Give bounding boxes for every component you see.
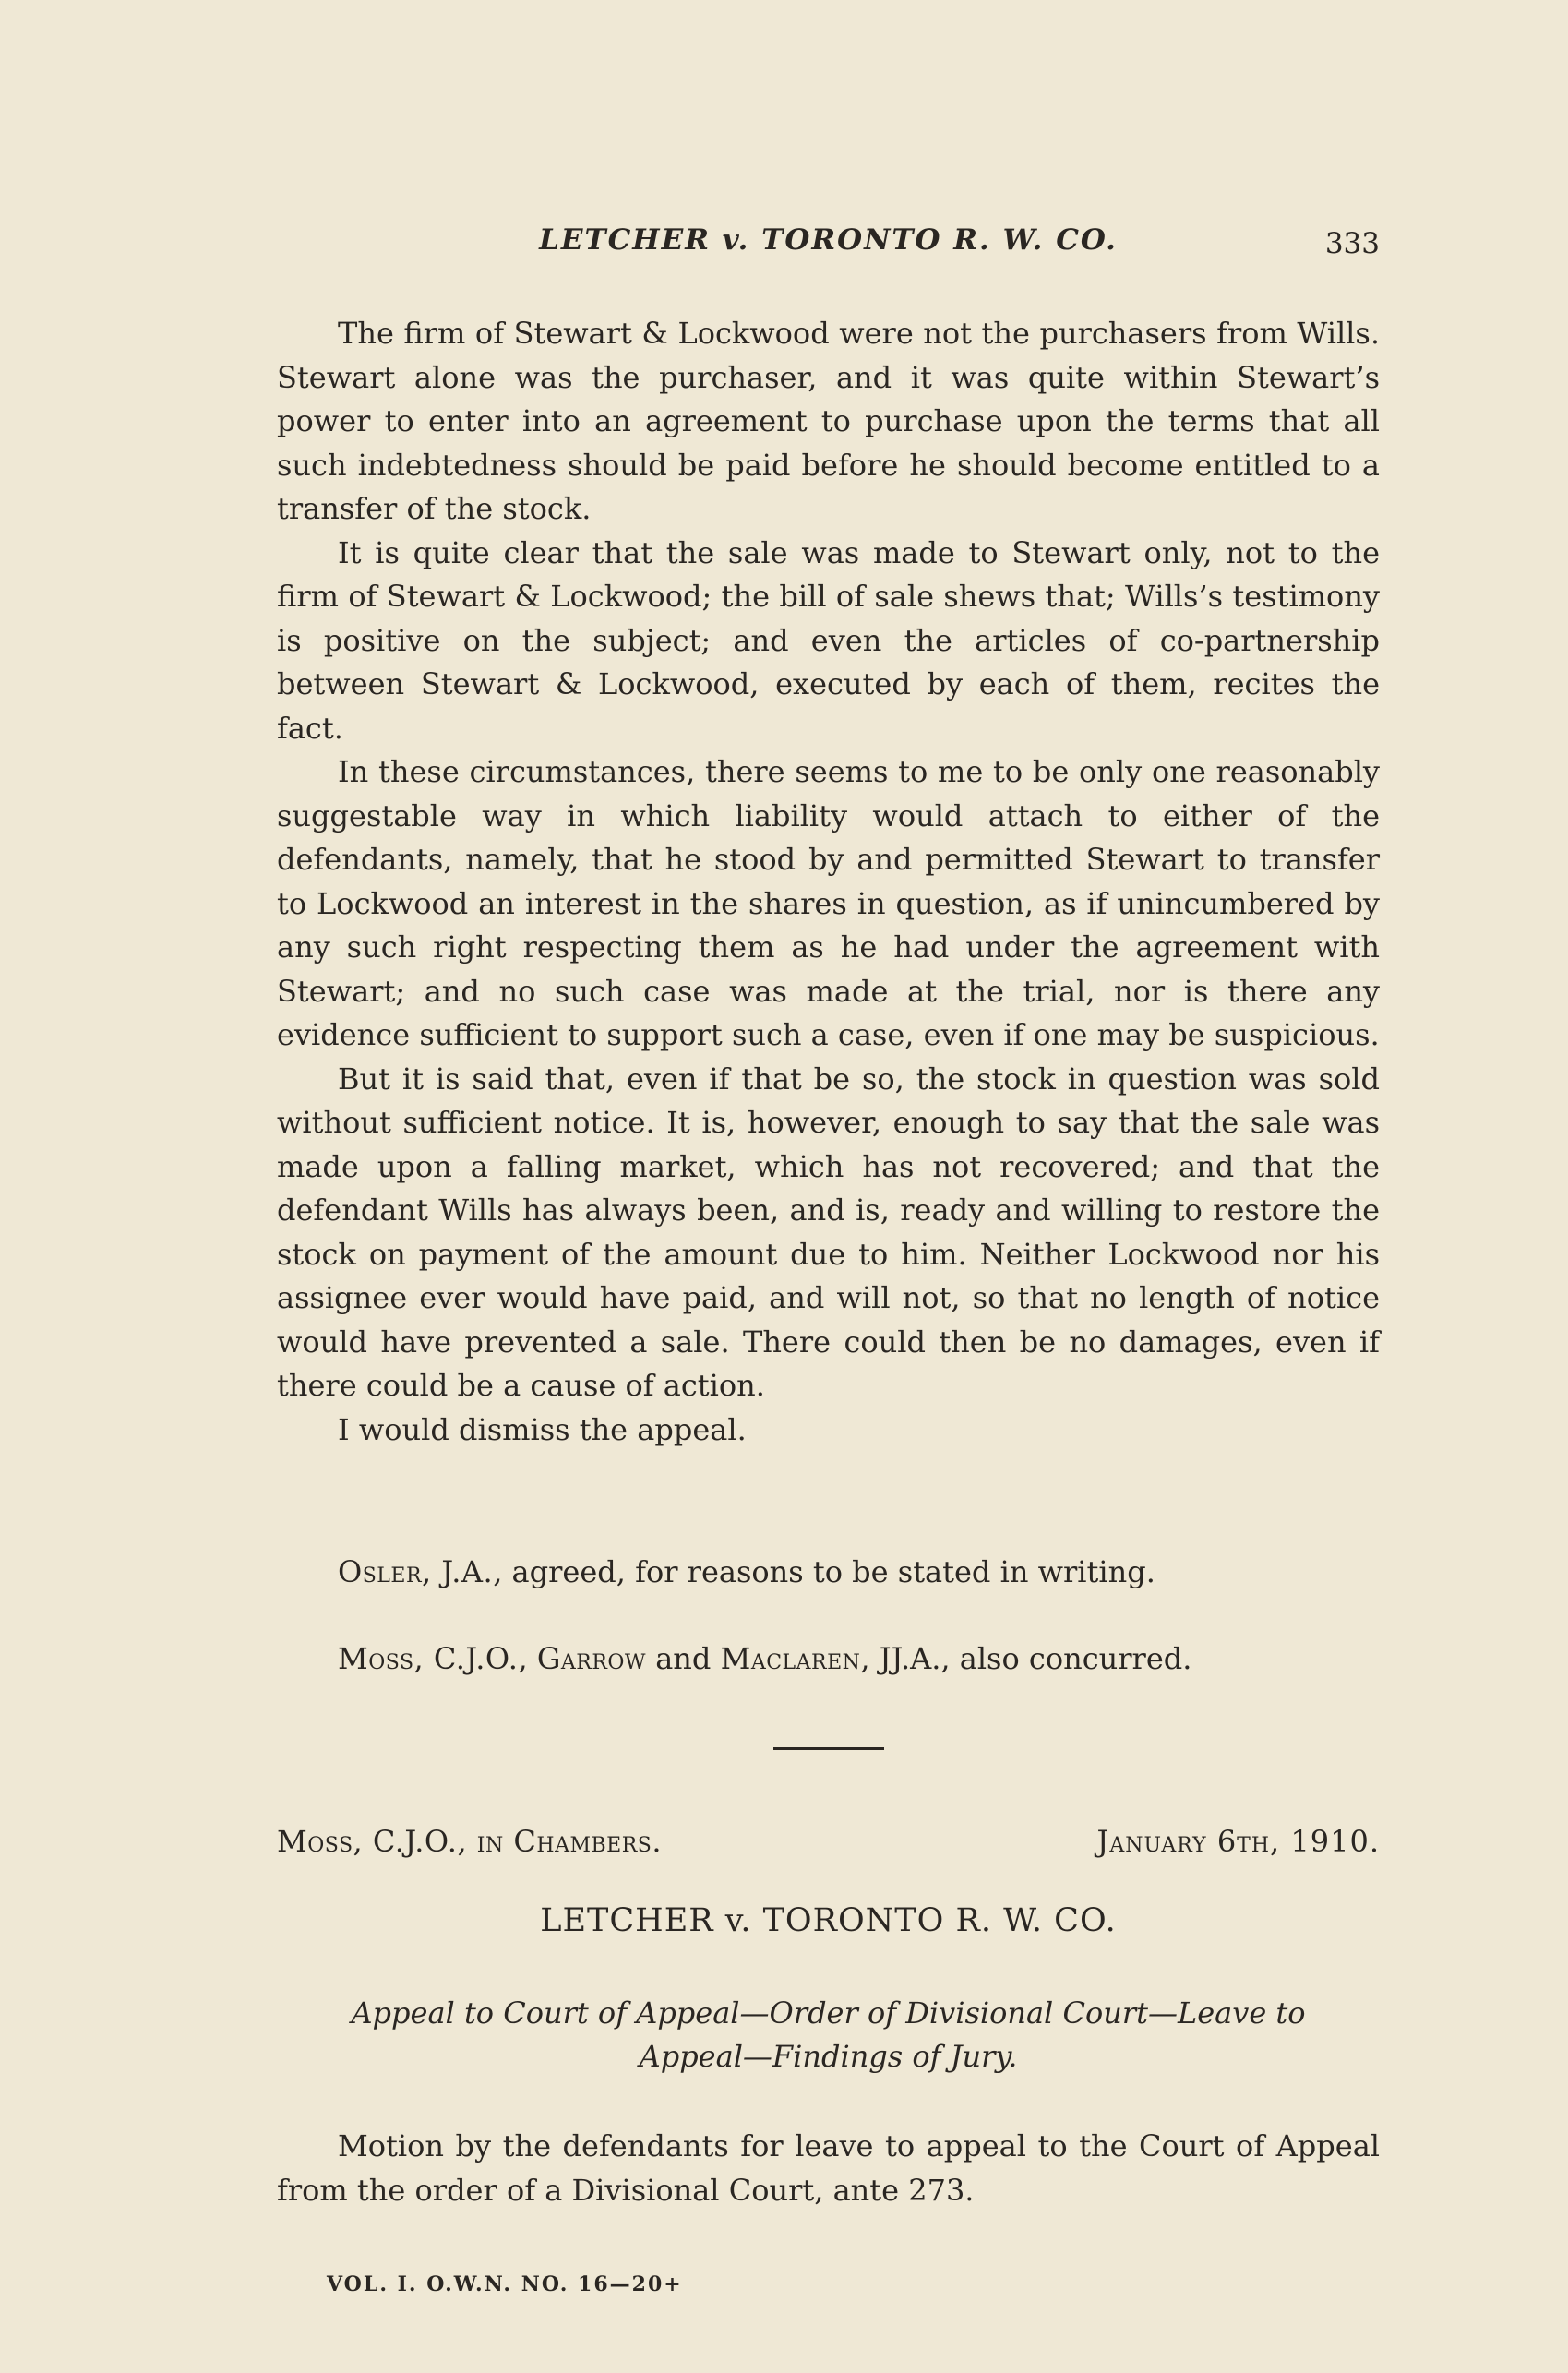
judge-name: Maclaren xyxy=(720,1641,861,1676)
headnote-line: Appeal—Findings of Jury. xyxy=(639,2039,1018,2074)
judge-name: Moss, C.J.O. xyxy=(338,1641,519,1676)
paragraph: I would dismiss the appeal. xyxy=(338,1411,747,1447)
concurrence-text: , JJ.A., also concurred. xyxy=(860,1641,1192,1676)
judge-name: Garrow xyxy=(536,1641,647,1676)
page-number: 333 xyxy=(1324,227,1380,260)
case-title: LETCHER v. TORONTO R. W. CO. xyxy=(540,1902,1117,1939)
separator: and xyxy=(646,1641,721,1676)
headnote-line: Appeal to Court of Appeal—Order of Divisional Court—Leave to xyxy=(351,1995,1306,2031)
paragraph: It is quite clear that the sale was made to Stewart only, not to the firm of Stewart & Lockwood; the bill of sale shews that; Wills’s testimony is positive on the subject; and even the articles of co-partnership between Stewart & Lockwood, executed by each of them, recites the fact. xyxy=(277,534,1380,746)
section-divider xyxy=(773,1747,884,1750)
concurrence-moss xyxy=(338,1637,1191,1681)
running-head xyxy=(277,223,1380,270)
case-date: January 6th, 1910. xyxy=(1096,1824,1380,1859)
paragraph: But it is said that, even if that be so, the stock in question was sold without sufficient notice. It is, however, enough to say that the sale was made upon a falling market, which has not recovered; and that the defendant Wills has always been, and is, ready and willing to restore the stock on payment of the amount due to him. Neither Lockwood nor his assignee ever would have paid, and will not, so that no length of notice would have prevented a sale. There could then be no damages, even if there could be a cause of action. xyxy=(277,1061,1380,1403)
judgment-text xyxy=(277,312,1380,1452)
concurrence-text: , agreed, for reasons to be stated in writing. xyxy=(493,1554,1155,1589)
motion-text xyxy=(277,2125,1380,2212)
court-line: Moss, C.J.O., in Chambers. xyxy=(277,1824,663,1859)
running-title: LETCHER v. TORONTO R. W. CO. xyxy=(539,223,1118,257)
separator: , xyxy=(518,1641,537,1676)
paragraph: The firm of Stewart & Lockwood were not the purchasers from Wills. Stewart alone was the purchaser, and it was quite within Stewart’s power to enter into an agreement to purchase upon the terms that all such indebtedness should be paid before he should become entitled to a transfer of the stock. xyxy=(277,316,1380,526)
printer-signature: VOL. I. O.W.N. NO. 16—20+ xyxy=(327,2272,683,2296)
paragraph: Motion by the defendants for leave to appeal to the Court of Appeal from the order of a Divisional Court, ante 273. xyxy=(277,2128,1380,2208)
judge-name: Osler, J.A. xyxy=(338,1554,494,1589)
paragraph: In these circumstances, there seems to me to be only one reasonably suggestable way in which liability would attach to either of the defendants, namely, that he stood by and permitted Stewart to transfer to Lockwood an interest in the shares in question, as if unincumbered by any such right respecting them as he had under the agreement with Stewart; and no such case was made at the trial, nor is there any evidence sufficient to support such a case, even if one may be suspicious. xyxy=(277,754,1380,1052)
case-court-line xyxy=(277,1824,1380,1868)
concurrence-osler xyxy=(338,1551,1155,1594)
headnote xyxy=(277,1992,1380,2079)
